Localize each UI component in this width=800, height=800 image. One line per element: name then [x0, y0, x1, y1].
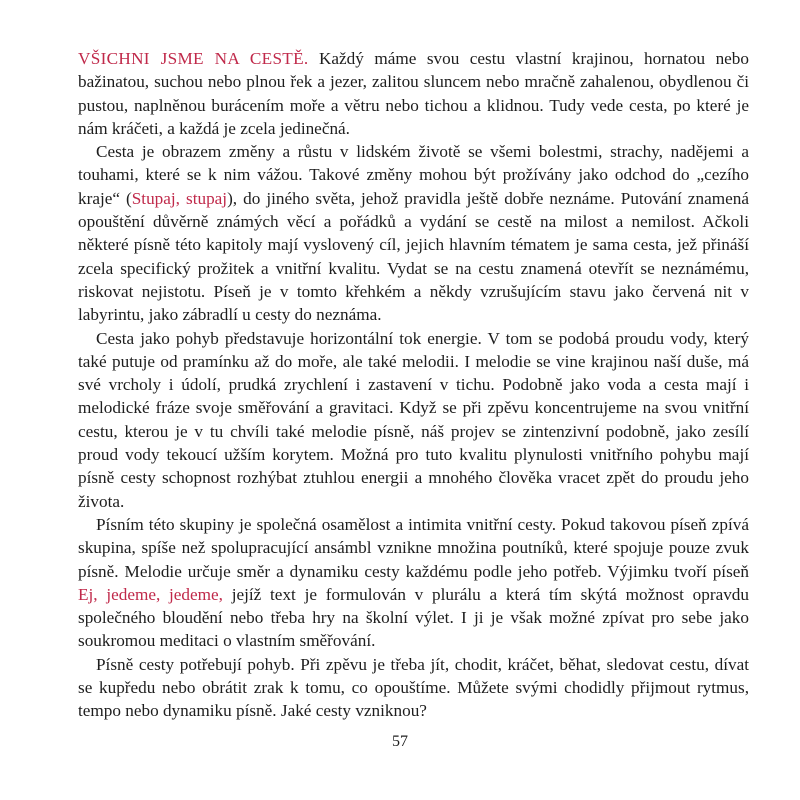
paragraph-solitude-text-after: jejíž text je formulován v plurálu a která tím skýtá možnost opravdu společného bloudění nebo třeba hry na školní výlet. I ji je však možné zpívat pro sebe jako soukromou meditaci o vlastním směřování. [78, 584, 749, 651]
paragraph-movement [78, 327, 749, 513]
paragraph-motion [78, 653, 749, 723]
paragraph-movement-text: Cesta jako pohyb představuje horizontální tok energie. V tom se podobá proudu vody, který také putuje od pramínku až do moře, ale také melodii. I melodie se vine krajinou naší duše, má své vrcholy i údolí, prudká zrychlení i zastavení v tichu. Podobně jako voda a cesta mají i melodické fráze svoje směřování a gravitaci. Když se při zpěvu koncentrujeme na svou vnitřní cestu, kterou je v tu chvíli také melodie písně, náš projev se zintenzivní podobně, jako zesílí proud vody tekoucí užším korytem. Možná pro tuto kvalitu plynulosti vnitřního pohybu mají písně cesty schopnost rozhýbat ztuhlou energii a mnohého člověka vracet zpět do proudu jeho života. [78, 328, 749, 511]
paragraph-motion-text: Písně cesty potřebují pohyb. Při zpěvu je třeba jít, chodit, kráčet, běhat, sledovat cestu, dívat se kupředu nebo obrátit zrak k tomu, co opouštíme. Můžete svými chodidly přijmout rytmus, tempo nebo dynamiku písně. Jaké cesty vzniknou? [78, 654, 749, 721]
paragraph-solitude-text-before: Písním této skupiny je společná osamělost a intimita vnitřní cesty. Pokud takovou píseň zpívá skupina, spíše než spolupracující ansámbl vznikne množina poutníků, které spojuje pouze zvuk písně. Melodie určuje směr a dynamiku cesty každému podle jeho potřeb. Výjimku tvoří píseň [78, 514, 749, 581]
page-number: 57 [392, 733, 408, 750]
paragraph-intro-text: Každý máme svou cestu vlastní krajinou, hornatou nebo bažinatou, suchou nebo plnou řek a jezer, zalitou sluncem nebo mračně zahalenou, obydlenou či pustou, naplněnou burácením moře a větru nebo tichou a klidnou. Tudy vede cesta, po které je nám kráčeti, a každá je zcela jedinečná. [78, 49, 749, 138]
paragraph-solitude [78, 513, 749, 653]
song-link-stupaj[interactable]: Stupaj, stupaj [131, 188, 228, 208]
paragraph-change-text-before: Cesta je obrazem změny a růstu v lidském životě se všemi bolestmi, strachy, nadějemi a touhami, které se k nim vážou. Takové změny mohou být prožívány jako odchod do „cezího kraje“ ( [78, 142, 749, 208]
page-body [78, 47, 749, 723]
chapter-heading: VŠICHNI JSME NA CESTĚ. [78, 49, 309, 68]
paragraph-intro [78, 47, 749, 140]
paragraph-change-text-after: ), do jiného světa, jehož pravidla ještě dobře neznáme. Putování znamená opouštění důvěrně známých věcí a pořádků a vydání se cestě na milost a nemilost. Ačkoli některé písně této kapitoly mají vyslovený cíl, jejich hlavním tématem je sama cesta, jež přináší zcela specifický prožitek a vnitřní kvalitu. Vydat se na cestu znamená otevřít se neznámému, riskovat nejistotu. Píseň je v tomto křehkém a někdy vzrušujícím stavu jako červená nit v labyrintu, jako zábradlí u cesty do neznáma. [78, 188, 750, 325]
song-link-ej-jedeme[interactable]: Ej, jedeme, jedeme, [78, 584, 223, 604]
paragraph-change [78, 140, 749, 326]
